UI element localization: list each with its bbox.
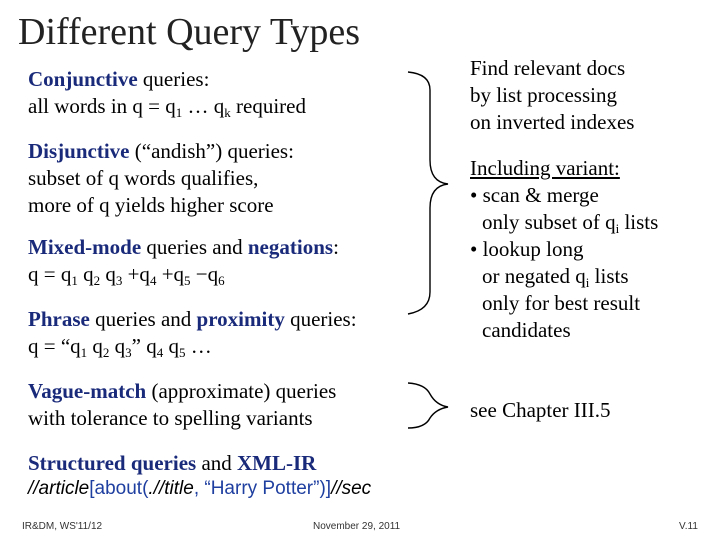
subscript: 1 [175,105,183,120]
footer-course: IR&DM, WS'11/12 [22,521,103,532]
note-line: Find relevant docs [470,56,626,80]
footer-slide-number: V.11 [679,521,698,532]
item-text: more of q yields higher score [28,193,274,217]
item-text: and [196,451,238,475]
item-text: subset of q words qualifies, [28,166,259,190]
item-text: (“andish”) queries: [129,139,294,163]
item-text: queries: [137,67,210,91]
vague-match-queries-item [28,378,336,432]
note-variants [470,155,658,344]
xpath-example: //article[about(.//title, “Harry Potter”)]//sec [28,478,372,499]
structured-queries-item [28,450,316,477]
keyword: XML-IR [237,451,317,475]
conjunctive-queries-item [28,66,306,120]
item-text: with tolerance to spelling variants [28,406,313,430]
keyword: proximity [196,307,285,331]
subscript: k [224,105,231,120]
keyword: Phrase [28,307,90,331]
bullet-item: • scan & merge [470,183,599,207]
keyword: Conjunctive [28,67,138,91]
item-text: required [230,94,306,118]
keyword: Structured queries [28,451,197,475]
item-text: : [333,235,339,259]
phrase-queries-item [28,306,357,360]
disjunctive-queries-item [28,138,294,219]
lower-brace [408,383,448,428]
formula: $q = “q_1$ $q_2$ $q_3$” $q_4$ $q_5$ … [28,334,212,360]
item-text: all words in q = q [28,94,176,118]
keyword: Mixed-mode [28,235,142,259]
note-line: or negated $q_i$ lists [482,264,629,290]
item-text: (approximate) queries [146,379,337,403]
item-text: queries and [89,307,197,331]
note-line: only for best result [482,291,641,315]
note-line: on inverted indexes [470,110,635,134]
note-line: only subset of $q_i$ lists [482,210,659,236]
note-heading: Including variant: [470,156,620,180]
bullet-item: • lookup long [470,237,584,261]
item-text: … q [182,94,225,118]
keyword: Vague-match [28,379,147,403]
note-chapter-reference: see Chapter III.5 [470,398,611,422]
note-line: candidates [482,318,571,342]
item-text: queries: [284,307,357,331]
note-line: by list processing [470,83,617,107]
brace-connectors [400,60,470,430]
note-inverted-indexes [470,55,634,136]
keyword: Disjunctive [28,139,130,163]
formula: $q = q_1$ $q_2$ $q_3 +q_4 +q_5 -q_6$ [28,262,225,288]
keyword: negations [247,235,334,259]
slide-title: Different Query Types [18,11,361,53]
mixed-mode-queries-item [28,234,339,288]
footer-date: November 29, 2011 [313,521,401,532]
upper-brace [408,72,448,314]
item-text: queries and [141,235,248,259]
